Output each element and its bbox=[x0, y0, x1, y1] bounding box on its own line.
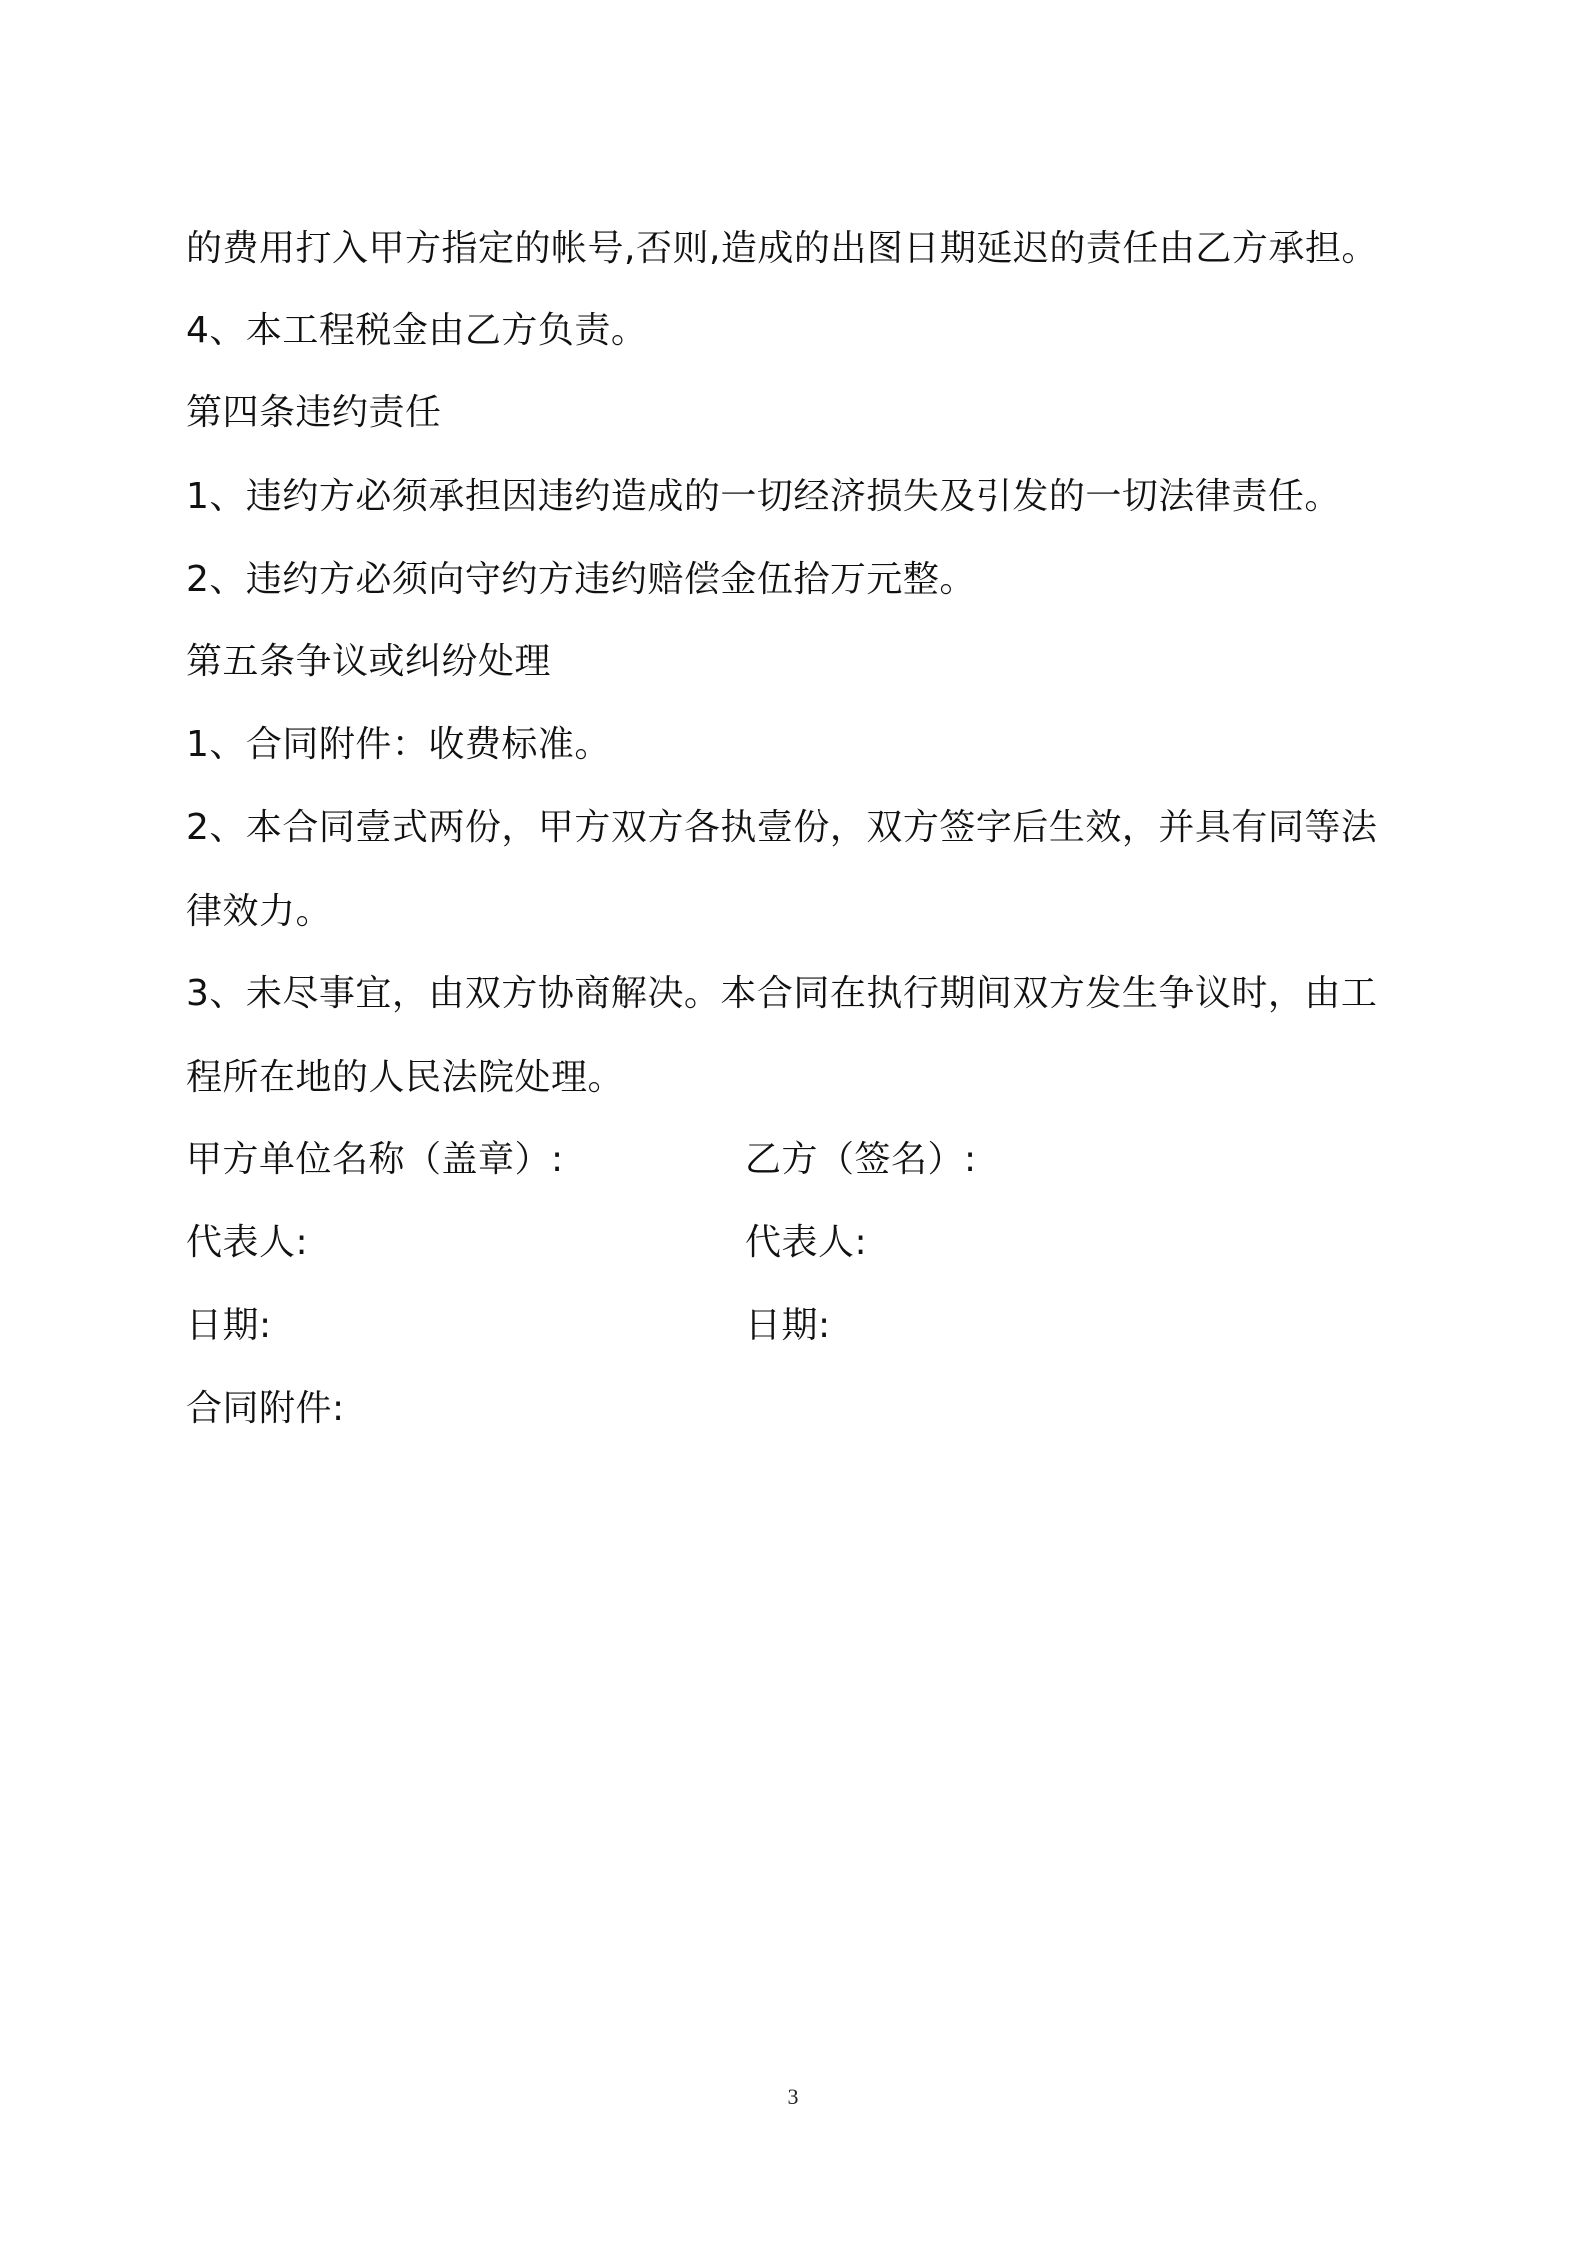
article-4-item-1: 1、违约方必须承担因违约造成的一切经济损失及引发的一切法律责任。 bbox=[186, 476, 1341, 517]
clause-3-continuation: 的费用打入甲方指定的帐号,否则,造成的出图日期延迟的责任由乙方承担。 bbox=[186, 228, 1378, 269]
article-5-item-2: 2、本合同壹式两份，甲方双方各执壹份，双方签字后生效，并具有同等法 bbox=[186, 807, 1378, 848]
page-number: 3 bbox=[787, 2084, 799, 2109]
attachment-label: 合同附件: bbox=[186, 1388, 345, 1429]
party-a-representative-label: 代表人: bbox=[186, 1222, 309, 1263]
article-5-item-3: 3、未尽事宜，由双方协商解决。本合同在执行期间双方发生争议时，由工 bbox=[186, 973, 1378, 1014]
article-5-item-2-continued: 律效力。 bbox=[186, 891, 333, 932]
party-a-date-label: 日期: bbox=[186, 1305, 272, 1346]
party-b-name-label: 乙方（签名）: bbox=[745, 1139, 977, 1180]
article-4-item-2: 2、违约方必须向守约方违约赔偿金伍拾万元整。 bbox=[186, 559, 976, 600]
clause-3-item-4: 4、本工程税金由乙方负责。 bbox=[186, 310, 648, 351]
article-5-item-1: 1、合同附件：收费标准。 bbox=[186, 724, 611, 765]
article-5-item-3-continued: 程所在地的人民法院处理。 bbox=[186, 1057, 625, 1098]
article-4-heading: 第四条违约责任 bbox=[186, 392, 442, 433]
party-b-representative-label: 代表人: bbox=[745, 1222, 868, 1263]
party-a-name-label: 甲方单位名称（盖章）: bbox=[186, 1139, 564, 1180]
party-b-date-label: 日期: bbox=[745, 1305, 831, 1346]
article-5-heading: 第五条争议或纠纷处理 bbox=[186, 641, 552, 682]
